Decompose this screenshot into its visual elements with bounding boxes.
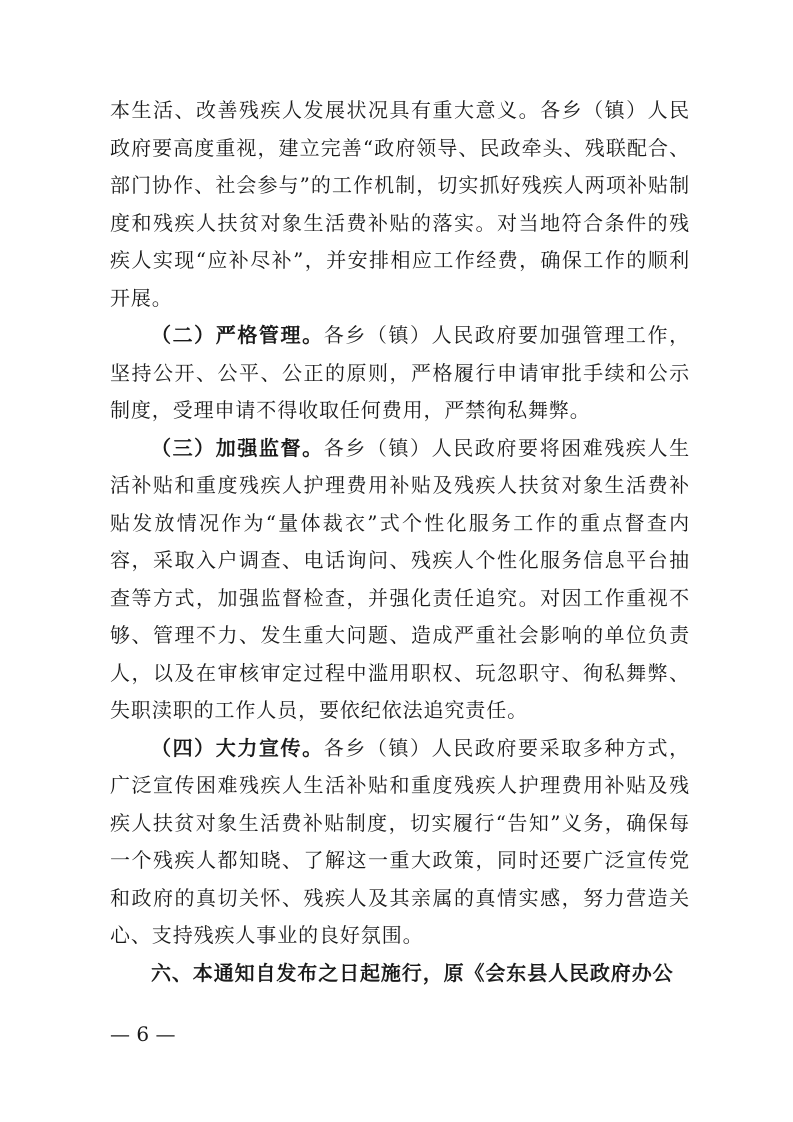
paragraph-strict-management — [110, 317, 690, 430]
section-heading-six — [110, 955, 690, 993]
heading-text: 六、本通知自发布之日起施行，原《会东县人民政府办公 — [151, 960, 674, 985]
paragraph-text: 各乡（镇）人民政府要将困难残疾人生活补贴和重度残疾人护理费用补贴及残疾人扶贫对象生活费补贴发放情况作为“量体裁衣”式个性化服务工作的重点督查内容，采取入户调查、电话询问、残疾人个性化服务信息平台抽查等方式，加强监督检查，并强化责任追究。对因工作重视不够、管理不力、发生重大问题、造成严重社会影响的单位负责人，以及在审核审定过程中滥用职权、玩忽职守、徇私舞弊、失职渎职的工作人员，要依纪依法追究责任。 — [110, 435, 690, 722]
paragraph-supervision — [110, 430, 690, 730]
section-label-supervision: （三）加强监督。 — [151, 435, 324, 460]
document-body — [110, 92, 690, 992]
page-number: — 6 — — [110, 1022, 176, 1046]
section-label-publicity: （四）大力宣传。 — [151, 735, 324, 760]
paragraph-text: 各乡（镇）人民政府要采取多种方式，广泛宣传困难残疾人生活补贴和重度残疾人护理费用补贴及残疾人扶贫对象生活费补贴制度，切实履行“告知”义务，确保每一个残疾人都知晓、了解这一重大政策，同时还要广泛宣传党和政府的真切关怀、残疾人及其亲属的真情实感，努力营造关心、支持残疾人事业的良好氛围。 — [110, 735, 690, 947]
paragraph-continuation — [110, 92, 690, 317]
paragraph-publicity — [110, 730, 690, 955]
paragraph-text: 各乡（镇）人民政府要加强管理工作，坚持公开、公平、公正的原则，严格履行申请审批手续和公示制度，受理申请不得收取任何费用，严禁徇私舞弊。 — [110, 323, 690, 422]
paragraph-text: 本生活、改善残疾人发展状况具有重大意义。各乡（镇）人民政府要高度重视，建立完善“政府领导、民政牵头、残联配合、部门协作、社会参与”的工作机制，切实抓好残疾人两项补贴制度和残疾人扶贫对象生活费补贴的落实。对当地符合条件的残疾人实现“应补尽补”，并安排相应工作经费，确保工作的顺利开展。 — [110, 98, 690, 310]
section-label-strict-management: （二）严格管理。 — [151, 323, 324, 347]
